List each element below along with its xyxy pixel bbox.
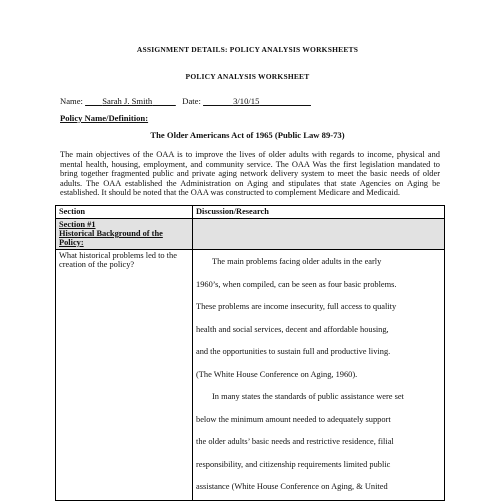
- answer-line: below the minimum amount needed to adequately support: [196, 414, 391, 424]
- answer-line: responsibility, and citizenship requirements limited public: [196, 459, 391, 469]
- name-value: Sarah J. Smith: [102, 96, 153, 106]
- date-value: 3/10/15: [233, 96, 260, 106]
- section-row: [56, 219, 445, 250]
- column-header-section: Section: [56, 206, 193, 219]
- answer-line: the older adults’ basic needs and restrictive residence, filial: [196, 437, 394, 446]
- section-number: Section #1: [59, 220, 96, 229]
- worksheet-title: POLICY ANALYSIS WORKSHEET: [185, 72, 310, 81]
- analysis-table: [55, 205, 445, 501]
- answer-line: health and social services, decent and affordable housing,: [196, 324, 389, 334]
- answer-line: In many states the standards of public assistance were set: [212, 392, 404, 401]
- answer-line: These problems are income insecurity, full access to quality: [196, 302, 397, 311]
- name-label: Name:: [60, 96, 83, 106]
- table-header-row: [56, 206, 445, 219]
- answer-line: and the opportunities to sustain full and productive living.: [196, 347, 391, 356]
- section-name: Historical Background of the Policy:: [59, 229, 163, 247]
- policy-description: The main objectives of the OAA is to improve the lives of older adults with regards to income, physical and mental health, housing, employment, and community service. The OAA Was the first legislation mandated to bring together fragmented public and private aging network delivery system to meet the basic needs of older adults. The OAA established the Administration on Aging and stipulates that state Agencies on Aging be established. It should be noted that the OAA was constructed to complement Medicare and Medicaid.: [60, 150, 440, 198]
- policy-title: The Older Americans Act of 1965 (Public Law 89-73): [150, 130, 345, 140]
- policy-name-label: Policy Name/Definition:: [60, 113, 149, 123]
- question-cell: What historical problems led to the creation of the policy?: [56, 250, 193, 501]
- answer-cell: [193, 250, 445, 501]
- answer-line: The main problems facing older adults in the early: [212, 257, 382, 266]
- answer-line: assistance (White House Conference on Aging, & United: [196, 482, 388, 491]
- assignment-title: ASSIGNMENT DETAILS: POLICY ANALYSIS WORKSHEETS: [136, 45, 359, 54]
- column-header-discussion: Discussion/Research: [193, 206, 445, 219]
- date-label: Date:: [182, 96, 201, 106]
- section-discussion-cell: [193, 219, 445, 250]
- answer-line: (The White House Conference on Aging, 1960).: [196, 369, 358, 379]
- question-row: [56, 250, 445, 501]
- name-date-row: [60, 96, 311, 106]
- section-title-cell: [56, 219, 193, 250]
- answer-line: 1960’s, when compiled, can be seen as four basic problems.: [196, 279, 397, 289]
